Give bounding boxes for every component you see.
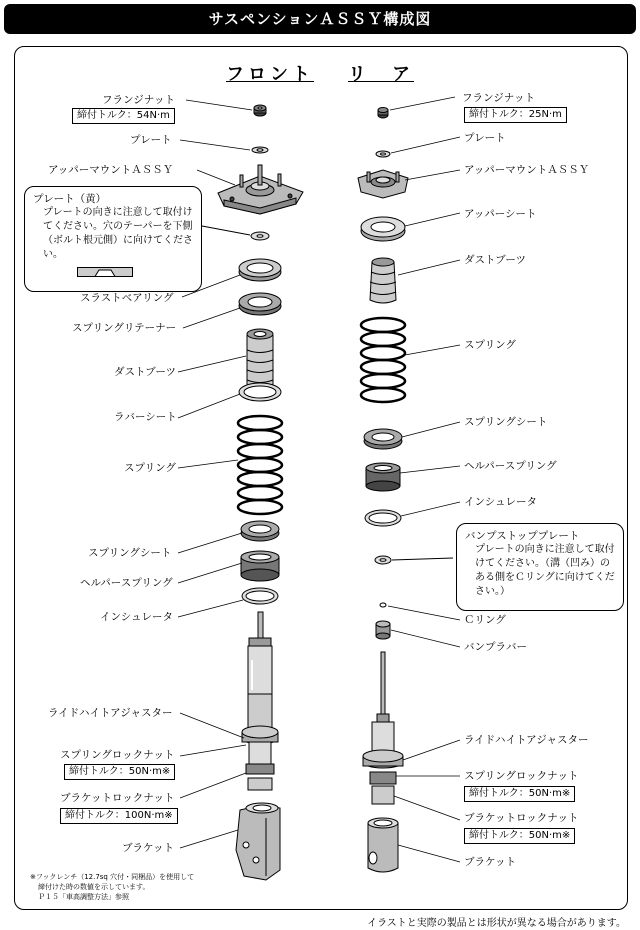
front-flange-nut-torque: 締付トルク：54N·m — [72, 108, 175, 124]
rear-spring-lock-nut-torque: 締付トルク：50N·m※ — [464, 786, 575, 802]
rear-c-ring-label: Ｃリング — [464, 614, 506, 626]
plate-note-body: プレートの向きに注意して取付けてください。穴のテーパーを下側（ボルト根元側）に向けてください。 — [43, 207, 193, 260]
front-spring-retainer-label: スプリングリテーナー — [72, 322, 177, 334]
rear-bracket-label: ブラケット — [464, 856, 516, 868]
rear-c-ring-part — [380, 603, 386, 607]
front-spring-seat-part — [241, 521, 279, 541]
front-upper-mount-label: アッパーマウントＡＳＳＹ — [48, 164, 174, 176]
front-spring-part — [238, 416, 282, 514]
front-ride-height-adjuster-part — [242, 726, 278, 744]
rear-flange-nut-label: フランジナット — [462, 92, 536, 104]
front-bracket-lock-nut-part — [246, 764, 274, 774]
rear-bump-rubber-label: バンプラバー — [464, 641, 527, 653]
rear-column-title: リ ア — [348, 64, 414, 85]
rear-flange-nut-torque: 締付トルク：25N·m — [464, 107, 567, 123]
rear-spring-seat-label: スプリングシート — [464, 416, 548, 428]
rear-bracket-lock-nut-torque: 締付トルク：50N·m※ — [464, 828, 575, 844]
rear-bracket-lock-nut-part — [372, 786, 394, 804]
bump-stop-plate-note — [456, 523, 624, 611]
hook-wrench-footnote: ※フックレンチ（12.7sq 穴付・同梱品）を使用して 締付けた時の数値を示しています。 Ｐ１５「車高調整方法」参照 — [30, 873, 195, 901]
front-flange-nut-part — [254, 105, 266, 116]
rear-bracket-part — [368, 818, 398, 872]
rear-spring-part — [361, 318, 405, 402]
rear-dust-boot-part — [370, 258, 396, 303]
front-spring-lock-nut-torque: 締付トルク：50N·m※ — [64, 764, 175, 780]
rear-ride-height-adjuster-label: ライドハイトアジャスター — [464, 734, 589, 746]
rear-helper-spring-part — [366, 463, 400, 491]
front-helper-spring-part — [241, 551, 279, 581]
front-spring-retainer-part — [239, 293, 281, 315]
rear-flange-nut-part — [378, 108, 388, 119]
front-plate-label: プレート — [130, 134, 172, 146]
bump-note-body: プレートの向きに注意して取付けてください。（溝（凹み）のある側をＣリングに向けてください。） — [475, 544, 615, 597]
rear-spring-label: スプリング — [464, 339, 516, 351]
rear-bracket-lock-nut-label: ブラケットロックナット — [464, 812, 579, 824]
rear-bump-rubber-part — [376, 621, 390, 639]
front-ride-height-adjuster-label: ライドハイトアジャスター — [48, 707, 173, 719]
front-spring-seat-label: スプリングシート — [88, 547, 172, 559]
rear-dust-boot-label: ダストブーツ — [464, 254, 526, 266]
front-thrust-bearing-part — [239, 259, 281, 281]
rear-spring-seat-part — [364, 429, 402, 449]
plate-caution-note — [24, 186, 202, 292]
rear-ride-height-adjuster-part — [363, 750, 403, 768]
front-column-title: フロント — [226, 64, 314, 85]
rear-upper-mount-label: アッパーマウントＡＳＳＹ — [464, 164, 590, 176]
front-spring-lock-nut-label: スプリングロックナット — [60, 749, 175, 761]
tapered-plate-icon — [77, 267, 133, 277]
front-upper-mount-part — [218, 165, 303, 214]
front-bracket-lock-nut-torque: 締付トルク：100N·m※ — [60, 808, 178, 824]
rear-plate-label: プレート — [464, 132, 506, 144]
front-insulator-label: インシュレータ — [100, 611, 174, 623]
front-bracket-label: ブラケット — [122, 842, 174, 854]
rear-upper-mount-part — [358, 170, 408, 198]
bump-note-leader — [392, 558, 453, 560]
front-spring-label: スプリング — [124, 462, 176, 474]
rear-insulator-label: インシュレータ — [464, 496, 538, 508]
front-rubber-seat-part — [239, 383, 281, 401]
front-shock-body-part — [248, 612, 272, 734]
front-bracket-lock-nut-label: ブラケットロックナット — [60, 792, 175, 804]
rear-spring-lock-nut-part — [370, 772, 396, 784]
front-flange-nut-label: フランジナット — [102, 94, 176, 106]
front-helper-spring-label: ヘルパースプリング — [80, 577, 173, 589]
page-title: サスペンションＡＳＳＹ構成図 — [4, 4, 636, 34]
plate-note-title: プレート（黄） — [33, 193, 107, 205]
front-bracket-part — [236, 803, 280, 880]
rear-helper-spring-label: ヘルパースプリング — [464, 460, 557, 472]
disclaimer-text: イラストと実際の製品とは形状が異なる場合があります。 — [367, 918, 626, 929]
front-thrust-bearing-label: スラストベアリング — [80, 292, 174, 304]
rear-upper-seat-label: アッパーシート — [464, 208, 537, 220]
bump-note-title: バンプストッププレート — [465, 530, 580, 542]
rear-spring-lock-nut-label: スプリングロックナット — [464, 770, 579, 782]
rear-upper-seat-part — [361, 217, 405, 241]
rear-shock-body-part — [372, 652, 394, 760]
front-dust-boot-label: ダストブーツ — [114, 366, 176, 378]
front-rubber-seat-label: ラバーシート — [114, 411, 177, 423]
